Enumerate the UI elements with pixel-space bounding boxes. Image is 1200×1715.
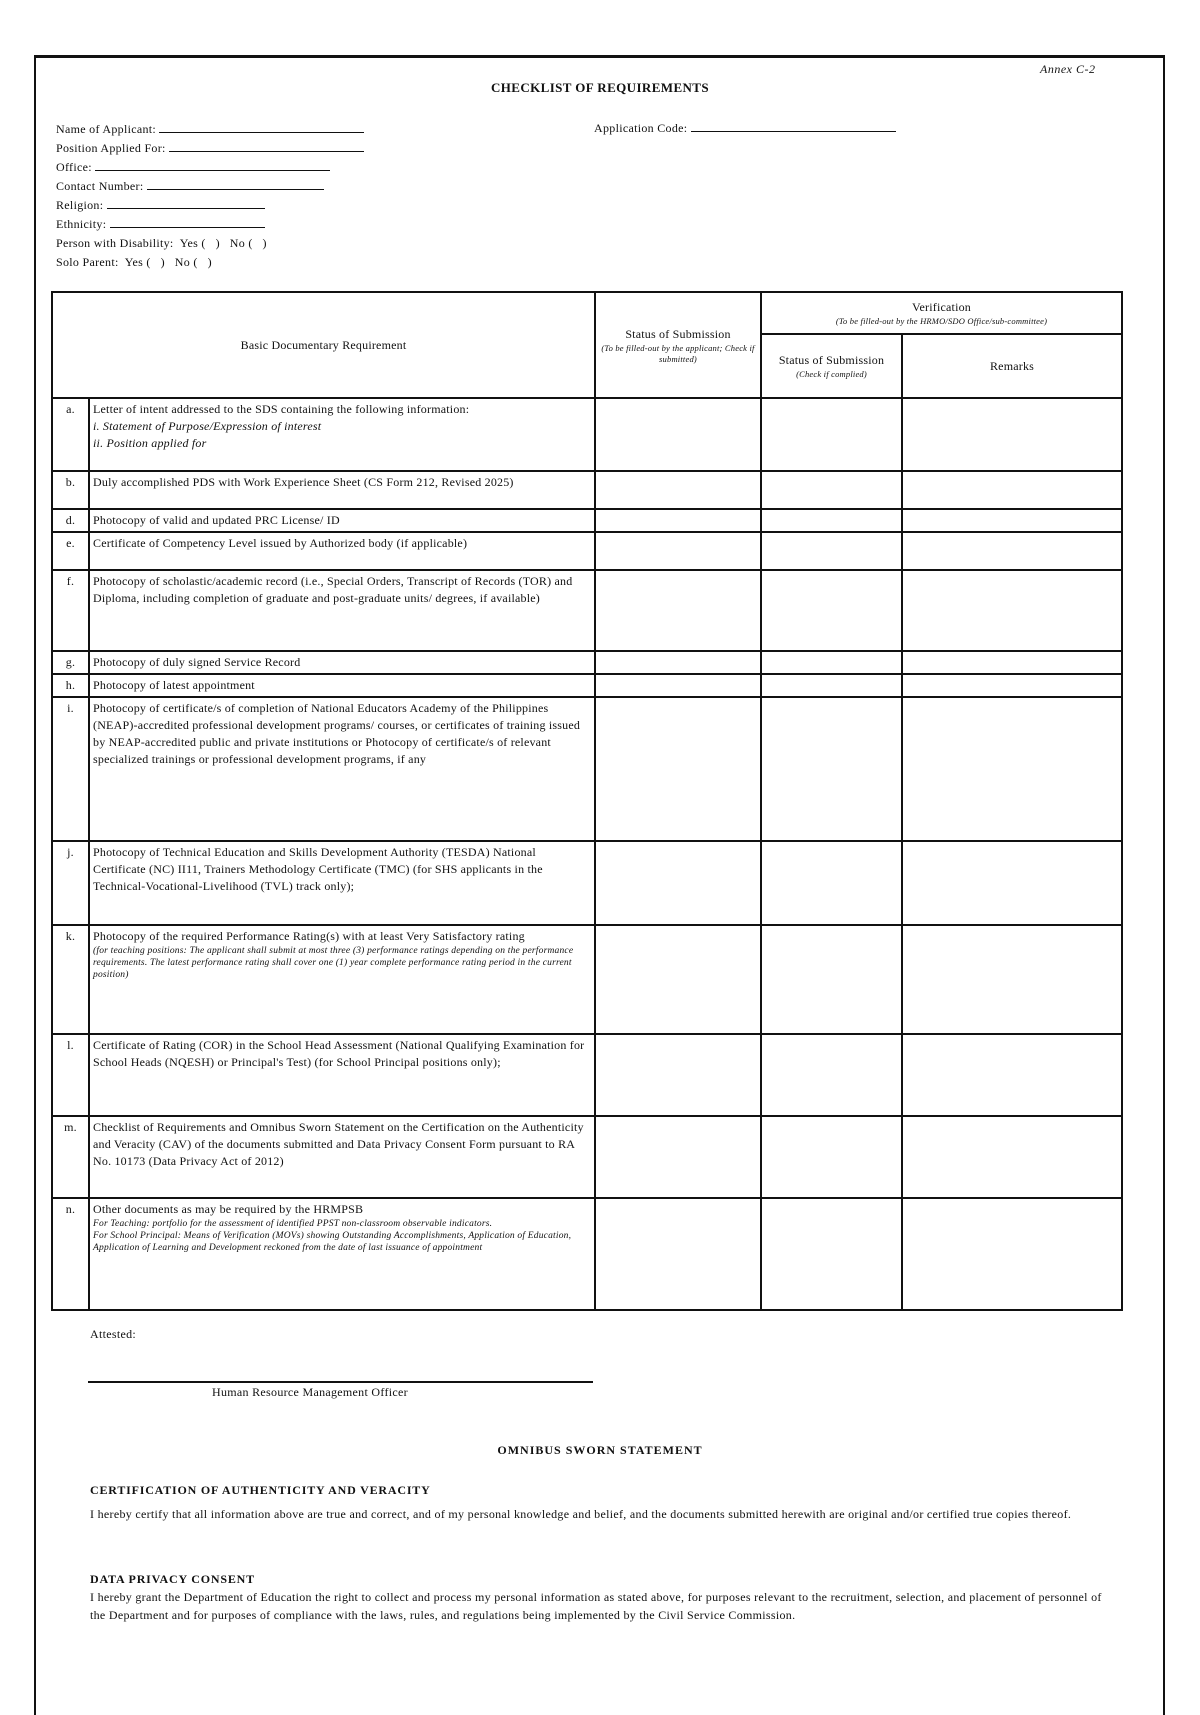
row-letter: g.: [52, 651, 89, 674]
signature-line[interactable]: [88, 1381, 593, 1383]
field-application-code-line[interactable]: [691, 120, 896, 132]
verification-status-cell[interactable]: [761, 841, 902, 925]
table-row: [52, 697, 1122, 841]
field-contact-label: Contact Number:: [56, 179, 144, 193]
status-cell[interactable]: [595, 471, 761, 509]
omnibus-title: OMNIBUS SWORN STATEMENT: [497, 1443, 703, 1457]
row-requirement: Photocopy of valid and updated PRC License/ ID: [89, 509, 595, 532]
row-requirement: Photocopy of Technical Education and Skills Development Authority (TESDA) National Certificate (NC) II11, Trainers Methodology Certificate (TMC) (for SHS applicants in the Technical-Vocational-Livelihood (TVL) track only);: [89, 841, 595, 925]
field-office-label: Office:: [56, 160, 92, 174]
row-requirement: Photocopy of duly signed Service Record: [89, 651, 595, 674]
cav-title: CERTIFICATION OF AUTHENTICITY AND VERACITY: [90, 1483, 431, 1497]
field-name-label: Name of Applicant:: [56, 122, 157, 136]
row-letter: m.: [52, 1116, 89, 1198]
row-requirement: Checklist of Requirements and Omnibus Sworn Statement on the Certification on the Authenticity and Veracity (CAV) of the documents submitted and Data Privacy Consent Form pursuant to RA No. 10173 (Data Privacy Act of 2012): [89, 1116, 595, 1198]
status-cell[interactable]: [595, 674, 761, 697]
table-row: [52, 398, 1122, 471]
table-row: [52, 471, 1122, 509]
row-requirement: [89, 1198, 595, 1310]
remarks-cell[interactable]: [902, 398, 1122, 471]
remarks-cell[interactable]: [902, 570, 1122, 651]
status-cell[interactable]: [595, 532, 761, 570]
remarks-cell[interactable]: [902, 841, 1122, 925]
verification-status-cell[interactable]: [761, 1116, 902, 1198]
field-name-line[interactable]: [159, 121, 364, 133]
verification-status-cell[interactable]: [761, 674, 902, 697]
status-cell[interactable]: [595, 1034, 761, 1116]
field-application-code-label: Application Code:: [594, 121, 688, 135]
field-contact[interactable]: [56, 177, 616, 196]
dpc-text: I hereby grant the Department of Education the right to collect and process my personal information as stated above, for purposes relevant to the recruitment, selection, and placement of personnel of the Department and for purposes of compliance with the laws, rules, and regulations being implemented by the Civil Service Commission.: [90, 1590, 1102, 1622]
field-ethnicity[interactable]: [56, 215, 616, 234]
verification-status-cell[interactable]: [761, 651, 902, 674]
applicant-fields: [56, 120, 616, 272]
field-ethnicity-line[interactable]: [110, 216, 265, 228]
field-religion-label: Religion:: [56, 198, 104, 212]
header-verification-note: (To be filled-out by the HRMO/SDO Office/sub-committee): [835, 316, 1048, 326]
row-letter: n.: [52, 1198, 89, 1310]
remarks-cell[interactable]: [902, 1034, 1122, 1116]
header-verification-label: Verification: [911, 300, 972, 314]
table-row: [52, 925, 1122, 1034]
row-note: For School Principal: Means of Verification (MOVs) showing Outstanding Accomplishments, Application of Education, Application of Learning and Development reckoned from the date of last issuance of appointment: [93, 1231, 572, 1253]
row-sub-item: i. Statement of Purpose/Expression of interest: [93, 419, 322, 433]
remarks-cell[interactable]: [902, 1116, 1122, 1198]
hrmo-title: Human Resource Management Officer: [212, 1385, 408, 1399]
status-cell[interactable]: [595, 1198, 761, 1310]
row-sub-item: ii. Position applied for: [93, 436, 207, 450]
remarks-cell[interactable]: [902, 532, 1122, 570]
status-cell[interactable]: [595, 925, 761, 1034]
field-religion[interactable]: [56, 196, 616, 215]
verification-status-cell[interactable]: [761, 925, 902, 1034]
field-name[interactable]: [56, 120, 616, 139]
row-requirement: Photocopy of latest appointment: [89, 674, 595, 697]
row-letter: k.: [52, 925, 89, 1034]
row-requirement: [89, 398, 595, 471]
field-position-label: Position Applied For:: [56, 141, 166, 155]
table-header-row: [52, 292, 1122, 334]
verification-status-cell[interactable]: [761, 570, 902, 651]
field-contact-line[interactable]: [147, 178, 324, 190]
table-row: [52, 509, 1122, 532]
field-ethnicity-label: Ethnicity:: [56, 217, 107, 231]
row-letter: b.: [52, 471, 89, 509]
row-letter: f.: [52, 570, 89, 651]
row-requirement: Certificate of Rating (COR) in the School Head Assessment (National Qualifying Examination for School Heads (NQESH) or Principal's Test) (for School Principal positions only);: [89, 1034, 595, 1116]
field-position[interactable]: [56, 139, 616, 158]
page-title: CHECKLIST OF REQUIREMENTS: [490, 80, 710, 95]
row-note: (for teaching positions: The applicant shall submit at most three (3) performance ratings depending on the performance requirements. The latest performance rating shall cover one (1) year complete performance rating period in the current position): [93, 946, 574, 980]
status-cell[interactable]: [595, 841, 761, 925]
table-row: [52, 1116, 1122, 1198]
row-letter: l.: [52, 1034, 89, 1116]
verification-status-cell[interactable]: [761, 1198, 902, 1310]
table-row: [52, 1198, 1122, 1310]
verification-status-cell[interactable]: [761, 1034, 902, 1116]
table-row: [52, 841, 1122, 925]
annex-label: Annex C-2: [1040, 62, 1096, 76]
header-status-note: (To be filled-out by the applicant; Check if submitted): [601, 342, 755, 364]
table-row: [52, 674, 1122, 697]
header-verification-status: [761, 334, 902, 398]
header-vstatus-note: (Check if complied): [796, 369, 867, 379]
cav-text: I hereby certify that all information above are true and correct, and of my personal knowledge and belief, and the documents submitted herewith are original and/or certified true copies thereof.: [90, 1507, 1072, 1521]
remarks-cell[interactable]: [902, 509, 1122, 532]
header-verification: [761, 292, 1122, 334]
header-status: [595, 292, 761, 398]
row-requirement: Certificate of Competency Level issued by Authorized body (if applicable): [89, 532, 595, 570]
verification-status-cell[interactable]: [761, 398, 902, 471]
status-cell[interactable]: [595, 651, 761, 674]
row-requirement: [89, 925, 595, 1034]
row-text: Letter of intent addressed to the SDS containing the following information:: [93, 402, 470, 416]
field-position-line[interactable]: [169, 140, 364, 152]
row-letter: h.: [52, 674, 89, 697]
row-text: Photocopy of the required Performance Rating(s) with at least Very Satisfactory rating: [93, 929, 525, 943]
status-cell[interactable]: [595, 570, 761, 651]
row-requirement: Photocopy of scholastic/academic record (i.e., Special Orders, Transcript of Records (TOR) and Diploma, including completion of graduate and post-graduate units/ degrees, if available): [89, 570, 595, 651]
field-solo-parent[interactable]: Solo Parent: Yes ( ) No ( ): [56, 255, 212, 269]
table-row: [52, 1034, 1122, 1116]
field-office-line[interactable]: [95, 159, 330, 171]
remarks-cell[interactable]: [902, 1198, 1122, 1310]
row-letter: e.: [52, 532, 89, 570]
header-requirement: Basic Documentary Requirement: [52, 292, 595, 398]
attested-label: Attested:: [90, 1327, 137, 1341]
row-letter: a.: [52, 398, 89, 471]
remarks-cell[interactable]: [902, 471, 1122, 509]
cav-section: [90, 1481, 1105, 1523]
status-cell[interactable]: [595, 398, 761, 471]
verification-status-cell[interactable]: [761, 532, 902, 570]
field-application-code[interactable]: [594, 120, 896, 136]
remarks-cell[interactable]: [902, 651, 1122, 674]
verification-status-cell[interactable]: [761, 509, 902, 532]
row-requirement: Photocopy of certificate/s of completion of National Educators Academy of the Philippines (NEAP)-accredited professional development programs/ courses, or certificates of training issued by NEAP-accredited public and private institutions or Photocopy of certificate/s of relevant specialized trainings or professional development programs, if any: [89, 697, 595, 841]
remarks-cell[interactable]: [902, 697, 1122, 841]
header-vstatus-label: Status of Submission: [778, 353, 885, 367]
dpc-section: [90, 1570, 1105, 1624]
table-row: [52, 570, 1122, 651]
table-row: [52, 532, 1122, 570]
verification-status-cell[interactable]: [761, 697, 902, 841]
row-letter: i.: [52, 697, 89, 841]
requirements-table: [51, 291, 1123, 1311]
header-status-label: Status of Submission: [625, 326, 731, 341]
row-requirement: Duly accomplished PDS with Work Experience Sheet (CS Form 212, Revised 2025): [89, 471, 595, 509]
field-religion-line[interactable]: [107, 197, 265, 209]
header-remarks: Remarks: [902, 334, 1122, 398]
row-note: For Teaching: portfolio for the assessment of identified PPST non-classroom observable indicators.: [93, 1219, 493, 1229]
field-pwd[interactable]: Person with Disability: Yes ( ) No ( ): [56, 236, 267, 250]
remarks-cell[interactable]: [902, 674, 1122, 697]
status-cell[interactable]: [595, 1116, 761, 1198]
status-cell[interactable]: [595, 509, 761, 532]
table-row: [52, 651, 1122, 674]
row-letter: d.: [52, 509, 89, 532]
row-letter: j.: [52, 841, 89, 925]
verification-status-cell[interactable]: [761, 471, 902, 509]
status-cell[interactable]: [595, 697, 761, 841]
dpc-title: DATA PRIVACY CONSENT: [90, 1572, 255, 1586]
field-office[interactable]: [56, 158, 616, 177]
remarks-cell[interactable]: [902, 925, 1122, 1034]
row-text: Other documents as may be required by the HRMPSB: [93, 1202, 364, 1216]
